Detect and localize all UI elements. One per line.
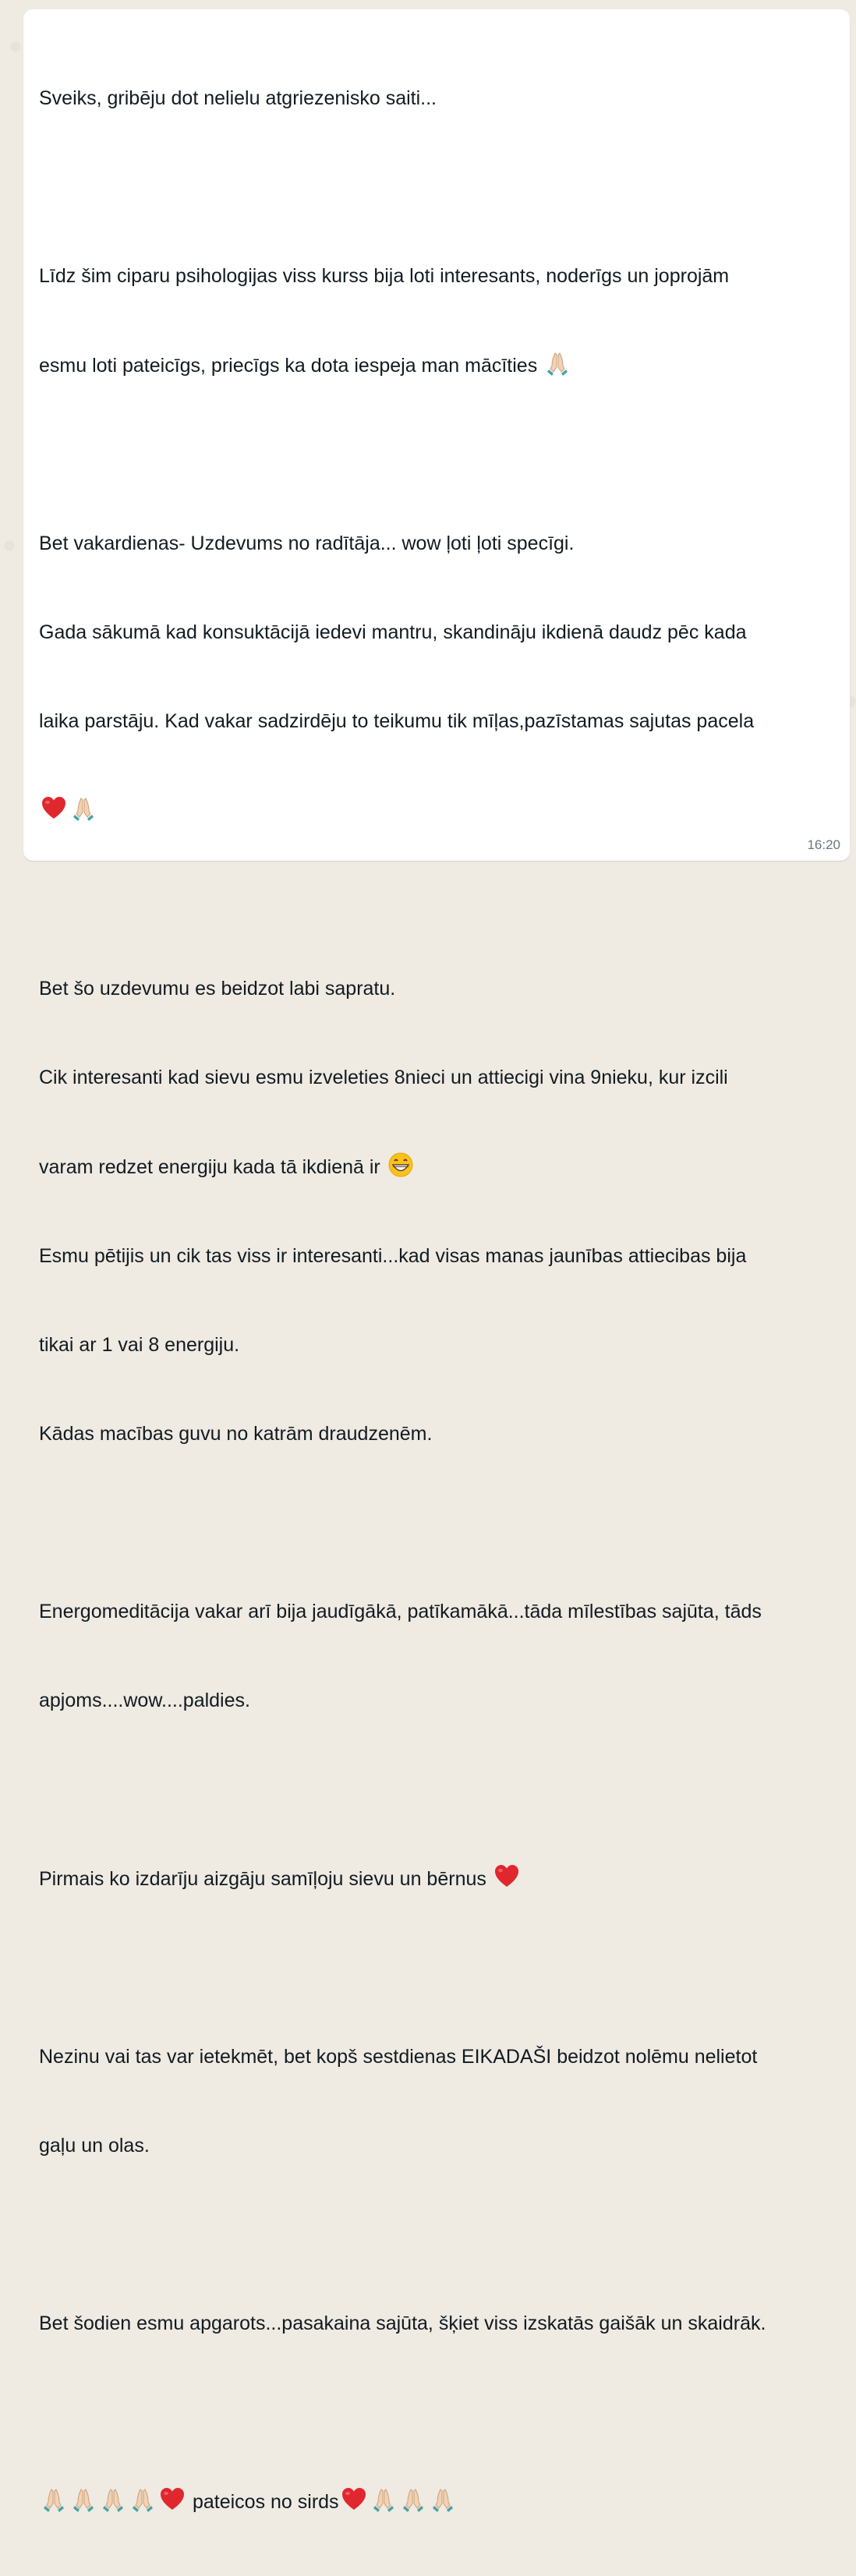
folded-hands-icon [370, 2486, 397, 2513]
red-heart-icon [493, 1863, 520, 1890]
message-line: Kādas macības guvu no katrām draudzenēm. [39, 1423, 433, 1445]
red-heart-icon [341, 2486, 367, 2513]
red-heart-icon [159, 2486, 186, 2513]
message-line: tikai ar 1 vai 8 energiju. [39, 1334, 240, 1356]
message-line [39, 1863, 831, 1894]
message-line [39, 795, 831, 826]
folded-hands-icon [70, 795, 97, 822]
folded-hands-icon [129, 2486, 156, 2513]
message-line: apjoms....wow....paldies. [39, 1690, 250, 1711]
message-line-blank [39, 440, 831, 469]
message-line-blank [39, 885, 831, 915]
red-heart-icon [41, 795, 67, 822]
grinning-face-icon [387, 1152, 414, 1178]
message-line: Sveiks, gribēju dot nelielu atgriezenisko saiti... [39, 87, 437, 109]
message-line [39, 1152, 831, 1182]
message-bubble[interactable] [23, 9, 850, 2513]
message-line-blank [39, 1775, 831, 1804]
message-line: Energomeditācija vakar arī bija jaudīgākā, patīkamākā...tāda mīlestības sajūta, tāds [39, 1601, 762, 1622]
folded-hands-icon [41, 2486, 67, 2513]
message-line: Bet šo uzdevumu es beidzot labi sapratu. [39, 978, 396, 1000]
message-line-blank [39, 1953, 831, 1983]
message-line: Bet vakardienas- Uzdevums no radītāja... wow ļoti ļoti specīgi. [39, 533, 575, 554]
message-line: gaļu un olas. [39, 2135, 150, 2157]
message-line: Līdz šim ciparu psihologijas viss kurss bija loti interesants, noderīgs un joprojām [39, 265, 730, 287]
message-line-blank [39, 1508, 831, 1537]
folded-hands-icon [430, 2486, 456, 2513]
message-line: Gada sākumā kad konsuktācijā iedevi mantru, skandināju ikdienā daudz pēc kada [39, 621, 747, 643]
message-line-blank [39, 2220, 831, 2249]
message-line-text: esmu loti pateicīgs, priecīgs ka dota iespeja man mācīties [39, 355, 538, 377]
folded-hands-icon [100, 2486, 126, 2513]
message-line-last [39, 2486, 831, 2517]
message-line-text: varam redzet energiju kada tā ikdienā ir [39, 1156, 380, 1178]
message-line: Cik interesanti kad sievu esmu izveleties 8nieci un attiecigi vina 9nieku, kur izcili [39, 1067, 728, 1088]
message-line-text: pateicos no sirds [192, 2491, 339, 2513]
folded-hands-icon [544, 350, 571, 377]
message-line: laika parstāju. Kad vakar sadzirdēju to teikumu tik mīļas,pazīstamas sajutas pacela [39, 710, 755, 732]
message-line: Nezinu vai tas var ietekmēt, bet kopš sestdienas EIKADAŠI beidzot nolēmu nelietot [39, 2046, 758, 2068]
folded-hands-icon [400, 2486, 426, 2513]
message-line: Bet šodien esmu apgarots...pasakaina sajūta, šķiet viss izskatās gaišāk un skaidrāk. [39, 2312, 766, 2334]
message-timestamp: 16:20 [807, 837, 840, 852]
message-line-text: Pirmais ko izdarīju aizgāju samīļoju sievu un bērnus [39, 1868, 486, 1890]
message-line-blank [39, 2397, 831, 2427]
folded-hands-icon [70, 2486, 97, 2513]
message-text [39, 24, 831, 2576]
message-line: Esmu pētijis un cik tas viss ir interesanti...kad visas manas jaunības attiecibas bija [39, 1245, 747, 1267]
message-line [39, 350, 831, 380]
message-line-blank [39, 172, 831, 202]
